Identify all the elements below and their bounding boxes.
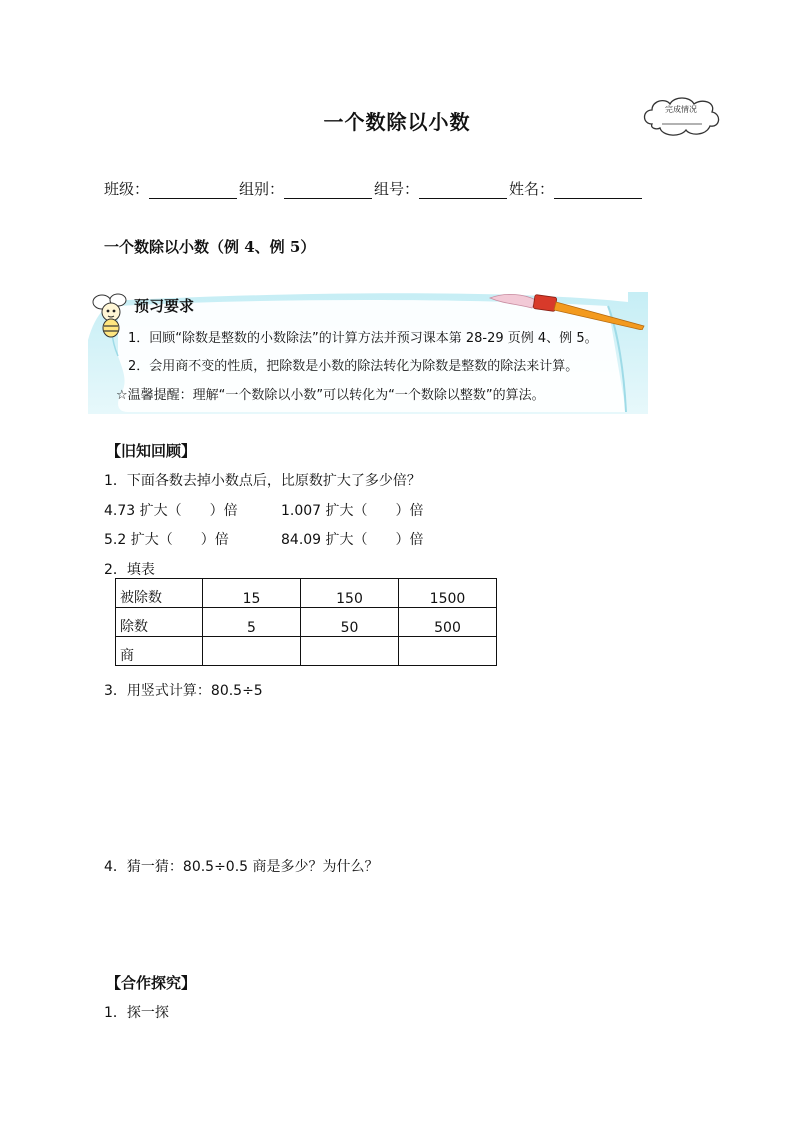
- completion-status-label: 完成情况: [665, 105, 697, 114]
- preview-line-1: 1．回顾“除数是整数的小数除法”的计算方法并预习课本第 28-29 页例 4、例 5。: [128, 331, 598, 346]
- answer-cell[interactable]: [399, 637, 497, 666]
- name-label: 姓名：: [509, 180, 555, 198]
- table-row: [116, 579, 497, 608]
- question-1-item-c: 5.2 扩大（ ）倍: [104, 532, 229, 548]
- completion-cloud-icon: [640, 94, 722, 138]
- preview-line-2: 2．会用商不变的性质，把除数是小数的除法转化为除数是整数的除法来计算。: [128, 359, 579, 374]
- question-1-item-d: 84.09 扩大（ ）倍: [281, 532, 424, 548]
- question-4: 4．猜一猜：80.5÷0.5 商是多少？为什么？: [104, 859, 379, 875]
- paintbrush-icon: [486, 290, 646, 330]
- review-heading: 【旧知回顾】: [106, 442, 197, 460]
- group-label: 组别：: [239, 180, 285, 198]
- class-blank[interactable]: [149, 184, 237, 199]
- group-number-label: 组号：: [374, 180, 420, 198]
- fill-in-table: [115, 578, 497, 666]
- group-blank[interactable]: [284, 184, 372, 199]
- table-cell: 商: [116, 637, 203, 666]
- table-cell: 150: [301, 579, 399, 608]
- class-label: 班级：: [104, 180, 150, 198]
- section-title: 一个数除以小数（例 4、例 5）: [104, 238, 316, 256]
- preview-tip: ☆温馨提醒：理解“一个数除以小数”可以转化为“一个数除以整数”的算法。: [116, 388, 545, 403]
- question-1-item-a: 4.73 扩大（ ）倍: [104, 503, 238, 519]
- question-1-item-b: 1.007 扩大（ ）倍: [281, 503, 424, 519]
- answer-cell[interactable]: [203, 637, 301, 666]
- question-1: 1．下面各数去掉小数点后，比原数扩大了多少倍？: [104, 473, 421, 489]
- table-row: [116, 637, 497, 666]
- table-cell: 1500: [399, 579, 497, 608]
- explore-heading: 【合作探究】: [106, 974, 197, 992]
- student-info-row: [104, 178, 644, 199]
- table-cell: 被除数: [116, 579, 203, 608]
- table-cell: 除数: [116, 608, 203, 637]
- preview-heading: 预习要求: [134, 297, 195, 315]
- table-cell: 5: [203, 608, 301, 637]
- page-title: 一个数除以小数: [323, 110, 471, 134]
- name-blank[interactable]: [554, 184, 642, 199]
- table-row: [116, 608, 497, 637]
- answer-cell[interactable]: [301, 637, 399, 666]
- table-cell: 15: [203, 579, 301, 608]
- table-cell: 500: [399, 608, 497, 637]
- explore-question-1: 1．探一探: [104, 1005, 169, 1021]
- question-2: 2．填表: [104, 562, 155, 578]
- table-cell: 50: [301, 608, 399, 637]
- group-number-blank[interactable]: [419, 184, 507, 199]
- question-3: 3．用竖式计算：80.5÷5: [104, 683, 263, 699]
